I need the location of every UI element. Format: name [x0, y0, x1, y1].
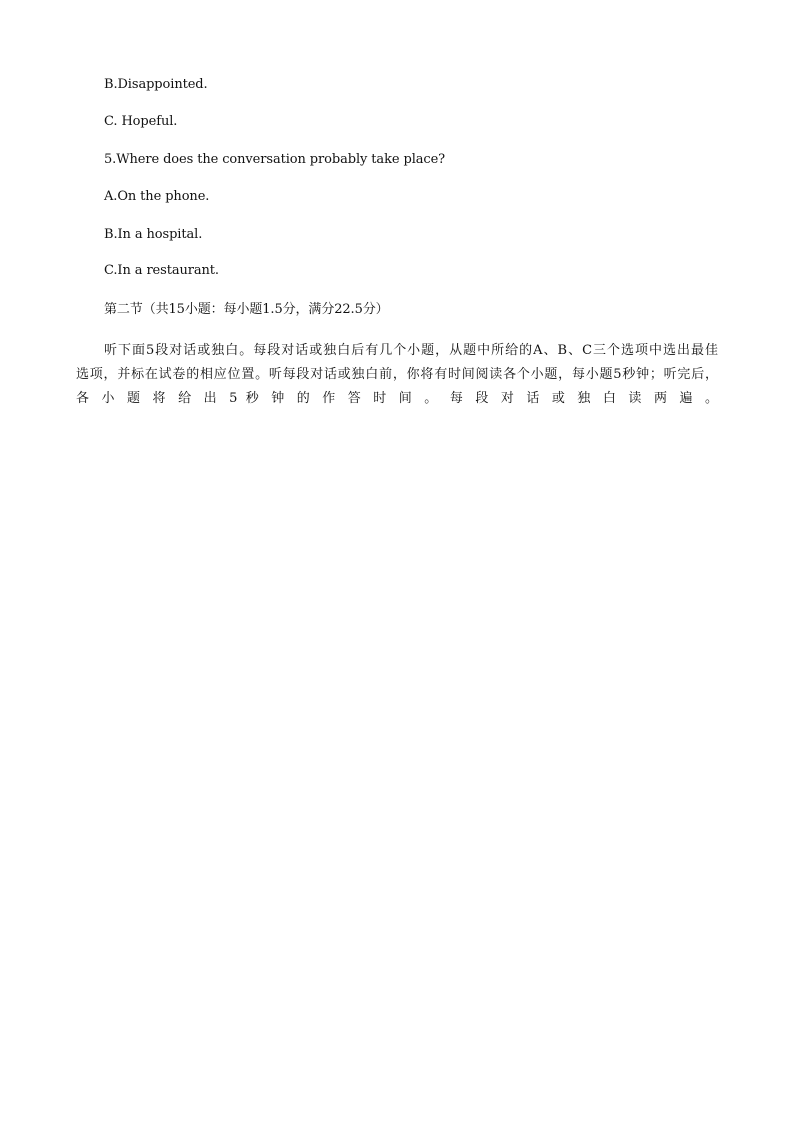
option-c-q4: C. Hopeful. [104, 114, 178, 129]
instruction-line-1: 听下面5段对话或独白。每段对话或独白后有几个小题，从题中所给的A、B、C三个选项中选出最佳 [104, 343, 718, 358]
option-a-q5: A.On the phone. [104, 189, 210, 204]
option-c-q5: C.In a restaurant. [104, 263, 219, 278]
question-5: 5.Where does the conversation probably take place? [104, 152, 446, 167]
instruction-line-3: 各 小 题 将 给 出 5 秒 钟 的 作 答 时 间 。 每 段 对 话 或 独 白 读 两 遍 。 [76, 391, 718, 406]
instruction-line-2: 选项，并标在试卷的相应位置。听每段对话或独白前，你将有时间阅读各个小题，每小题5秒钟；听完后， [76, 367, 718, 382]
option-b-q5: B.In a hospital. [104, 227, 203, 242]
instruction-paragraph [76, 339, 718, 411]
option-b-q4: B.Disappointed. [104, 77, 208, 92]
section-heading: 第二节（共15小题：每小题1.5分，满分22.5分） [104, 302, 389, 317]
